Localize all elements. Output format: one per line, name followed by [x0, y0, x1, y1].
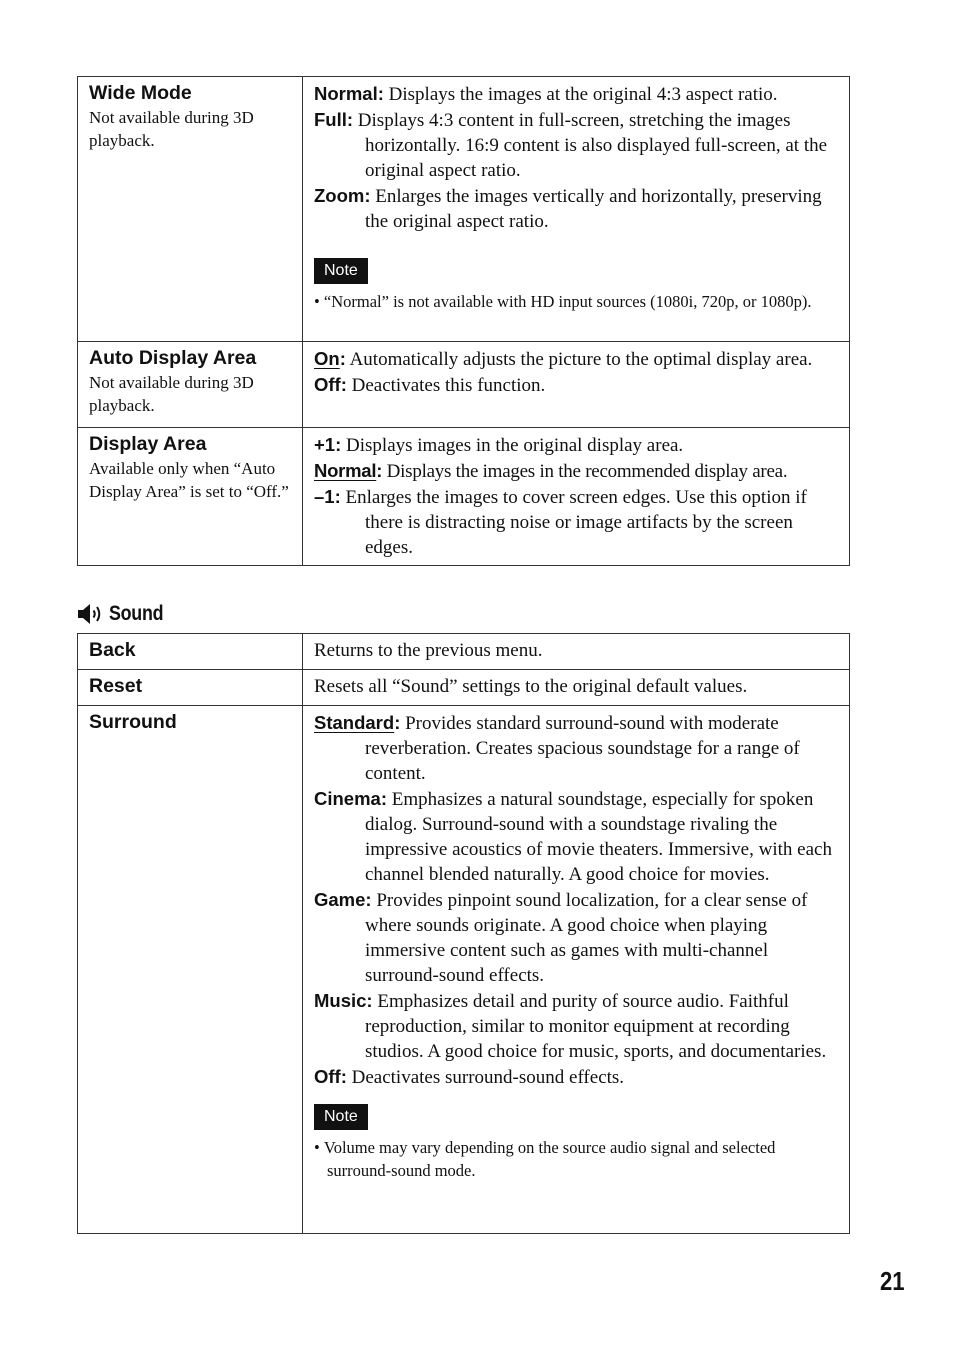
section-heading-sound [77, 600, 173, 626]
note-block [314, 1104, 841, 1182]
option-on: On: Automatically adjusts the picture to the optimal display area. [314, 348, 813, 370]
option-music: Music: Emphasizes detail and purity of source audio. Faithful reproduction, similar to monitor equipment at recording studios. A good choice for music, sports, and documentaries. [314, 990, 827, 1062]
note-text: • Volume may vary depending on the source audio signal and selected surround-sound mode. [314, 1138, 776, 1180]
table-row [78, 670, 850, 706]
setting-options-cell [303, 342, 850, 428]
option-plus-one: +1: Displays images in the original display area. [314, 434, 684, 456]
setting-label: Wide Mode [89, 82, 192, 104]
setting-options-cell [303, 634, 850, 670]
setting-name-cell [78, 634, 303, 670]
option-full: Full: Displays 4:3 content in full-screen, stretching the images horizontally. 16:9 content is also displayed full-screen, at the original aspect ratio. [314, 109, 828, 181]
section-title: Sound [109, 602, 164, 625]
sound-settings-table [77, 633, 850, 1234]
table-row [78, 428, 850, 566]
setting-label: Reset [89, 675, 143, 697]
option-normal: Normal: Displays the images at the original 4:3 aspect ratio. [314, 83, 778, 105]
setting-options-cell [303, 706, 850, 1234]
default-marker: On [314, 348, 340, 369]
setting-condition: Not available during 3D playback. [89, 108, 254, 150]
page-number: 21 [880, 1266, 905, 1296]
note-block [314, 258, 841, 313]
option-normal: Normal: Displays the images in the recommended display area. [314, 460, 788, 482]
option-minus-one: –1: Enlarges the images to cover screen edges. Use this option if there is distracting noise or image artifacts by the screen edges. [314, 486, 807, 558]
option-zoom: Zoom: Enlarges the images vertically and horizontally, preserving the original aspect ratio. [314, 185, 822, 232]
setting-description: Returns to the previous menu. [314, 640, 543, 661]
option-off: Off: Deactivates this function. [314, 374, 546, 396]
setting-label: Display Area [89, 433, 207, 455]
speaker-icon [77, 602, 105, 626]
option-cinema: Cinema: Emphasizes a natural soundstage, especially for spoken dialog. Surround-sound with a soundstage rivaling the impressive acoustics of movie theaters. Immersive, with each channel blended naturally. A good choice for movies. [314, 788, 832, 885]
setting-name-cell [78, 706, 303, 1234]
table-row [78, 77, 850, 342]
note-badge: Note [314, 1104, 368, 1130]
note-badge: Note [314, 258, 368, 284]
option-standard: Standard: Provides standard surround-sound with moderate reverberation. Creates spacious soundstage for a range of content. [314, 712, 800, 784]
default-marker: Normal [314, 460, 377, 481]
option-off: Off: Deactivates surround-sound effects. [314, 1066, 625, 1088]
table-row [78, 634, 850, 670]
setting-label: Back [89, 639, 136, 661]
setting-name-cell [78, 77, 303, 342]
table-row [78, 706, 850, 1234]
setting-condition: Available only when “Auto Display Area” is set to “Off.” [89, 459, 289, 501]
setting-options-cell [303, 428, 850, 566]
setting-options-cell [303, 77, 850, 342]
setting-label: Auto Display Area [89, 347, 257, 369]
setting-name-cell [78, 428, 303, 566]
setting-options-cell [303, 670, 850, 706]
option-game: Game: Provides pinpoint sound localization, for a clear sense of where sounds originate. A good choice when playing immersive content such as games with multi-channel surround-sound effects. [314, 889, 808, 986]
picture-settings-table [77, 76, 850, 566]
table-row [78, 342, 850, 428]
setting-description: Resets all “Sound” settings to the original default values. [314, 676, 748, 697]
default-marker: Standard [314, 712, 395, 733]
setting-label: Surround [89, 711, 177, 733]
setting-name-cell [78, 670, 303, 706]
setting-name-cell [78, 342, 303, 428]
note-text: • “Normal” is not available with HD input sources (1080i, 720p, or 1080p). [314, 292, 812, 311]
setting-condition: Not available during 3D playback. [89, 373, 254, 415]
